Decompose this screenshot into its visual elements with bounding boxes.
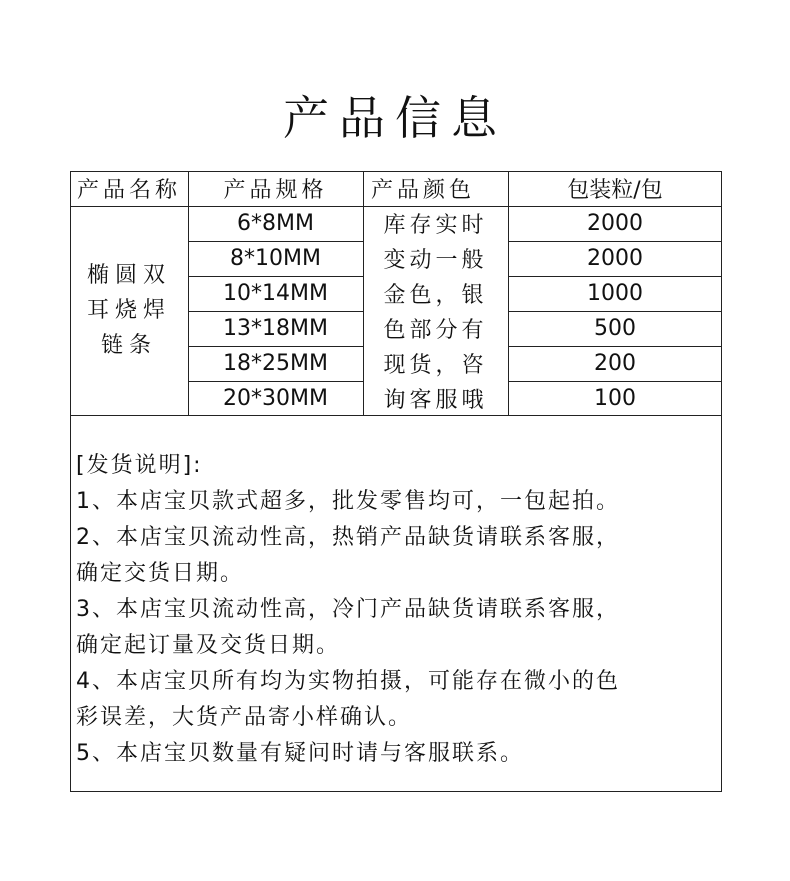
color-line: 色部分有 [383, 318, 488, 343]
page-title: 产品信息 [283, 91, 507, 145]
header-package-qty: 包装粒/包 [567, 178, 663, 203]
shipping-notes [76, 448, 620, 772]
notes-line: 彩误差，大货产品寄小样确认。 [76, 705, 413, 730]
notes-line: 5、本店宝贝数量有疑问时请与客服联系。 [76, 741, 524, 766]
spec-cell: 18*25MM [223, 351, 328, 376]
product-name-line: 耳烧焊 [86, 298, 171, 323]
color-line: 询客服哦 [383, 387, 488, 413]
notes-line: 确定交货日期。 [76, 561, 245, 586]
notes-line: 1、本店宝贝款式超多，批发零售均可，一包起拍。 [76, 489, 620, 514]
quantity-cell: 100 [594, 385, 636, 411]
header-spec: 产品规格 [223, 178, 328, 203]
product-name-line: 链条 [100, 333, 157, 358]
notes-line: 2、本店宝贝流动性高，热销产品缺货请联系客服， [76, 525, 620, 550]
quantity-cell: 2000 [587, 211, 643, 236]
spec-cell: 10*14MM [223, 281, 328, 306]
quantity-cell: 200 [594, 351, 636, 376]
spec-cell: 20*30MM [223, 385, 328, 411]
spec-cell: 8*10MM [230, 246, 321, 271]
quantity-cell: 1000 [587, 281, 643, 306]
header-color: 产品颜色 [371, 178, 476, 203]
notes-line: 4、本店宝贝所有均为实物拍摄，可能存在微小的色 [76, 669, 620, 694]
header-product-name: 产品名称 [76, 178, 181, 203]
color-line: 库存实时 [383, 213, 488, 238]
table-divider [70, 415, 722, 416]
notes-line: 3、本店宝贝流动性高，冷门产品缺货请联系客服， [76, 597, 620, 622]
quantity-cell: 2000 [587, 246, 643, 271]
spec-cell: 13*18MM [223, 316, 328, 341]
product-name-cell [70, 206, 188, 415]
notes-line: 确定起订量及交货日期。 [76, 633, 341, 658]
color-line: 金色，银 [383, 283, 488, 308]
color-line: 变动一般 [383, 248, 488, 273]
product-name-line: 椭圆双 [86, 263, 171, 288]
notes-heading: [发货说明]: [76, 453, 203, 478]
color-line: 现货，咨 [383, 353, 488, 378]
spec-cell: 6*8MM [237, 211, 314, 236]
quantity-cell: 500 [594, 316, 636, 341]
